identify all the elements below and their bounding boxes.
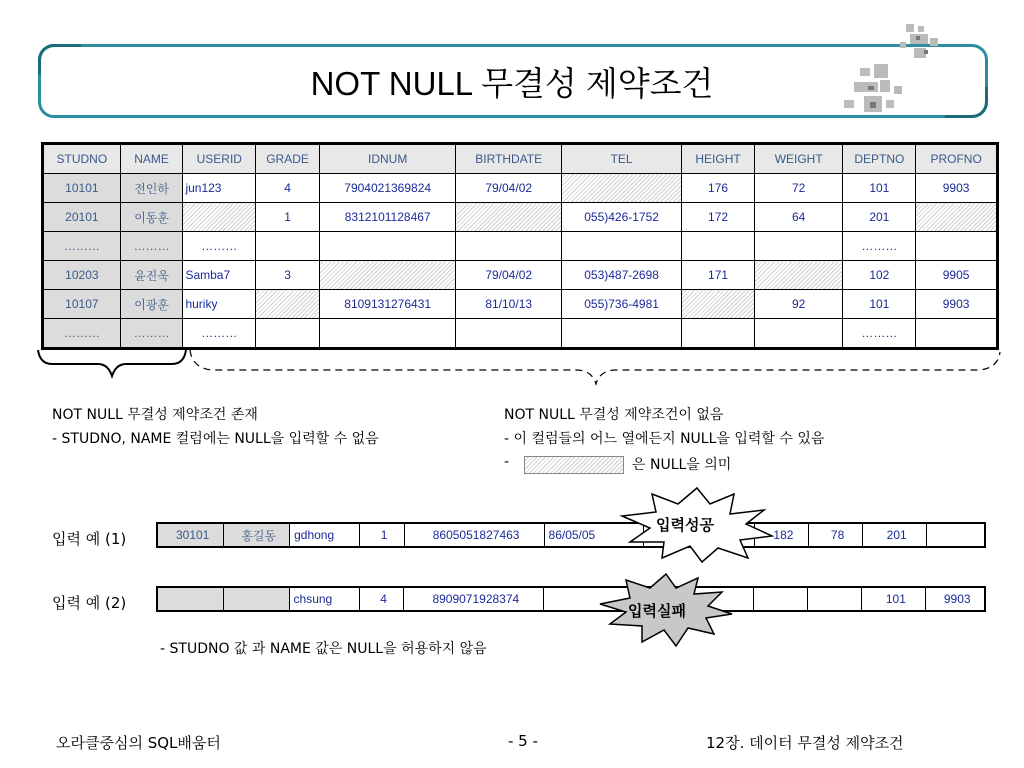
cell: 201 — [863, 523, 927, 547]
cell: huriky — [183, 290, 256, 319]
brace-annotations — [36, 348, 1006, 398]
table-row — [43, 261, 998, 290]
example1-label: 입력 예 (1) — [52, 530, 127, 548]
cell: 172 — [682, 203, 755, 232]
cell: 79/04/02 — [456, 261, 562, 290]
cell: 64 — [754, 203, 843, 232]
cell: 101 — [862, 587, 926, 611]
cell: 전인하 — [120, 174, 183, 203]
cell: 9903 — [926, 587, 985, 611]
null-cell — [256, 290, 320, 319]
left-note-heading: NOT NULL 무결성 제약조건 존재 — [52, 407, 258, 423]
cell — [561, 319, 681, 349]
cell — [808, 587, 862, 611]
cell: 9903 — [916, 174, 998, 203]
cell: 102 — [843, 261, 916, 290]
cell — [682, 232, 755, 261]
example2-label: 입력 예 (2) — [52, 594, 127, 612]
column-header: BIRTHDATE — [456, 144, 562, 174]
cell: 055)426-1752 — [561, 203, 681, 232]
cell: ……… — [183, 232, 256, 261]
cell — [456, 232, 562, 261]
pixel-art-decoration-icon — [840, 20, 960, 130]
footer-page-number: - 5 - — [508, 732, 538, 750]
example2-row — [156, 586, 986, 612]
cell — [256, 319, 320, 349]
cell: ……… — [843, 232, 916, 261]
column-header: PROFNO — [916, 144, 998, 174]
footer-left: 오라클중심의 SQL배움터 — [56, 734, 221, 752]
cell: 182 — [754, 523, 808, 547]
cell: 1 — [360, 523, 404, 547]
right-note-legend-text: 은 NULL을 의미 — [632, 457, 732, 473]
left-note-line: - STUDNO, NAME 컬럼에는 NULL을 입력할 수 없음 — [52, 431, 379, 447]
table-row — [43, 290, 998, 319]
right-note-heading: NOT NULL 무결성 제약조건이 없음 — [504, 407, 724, 423]
cell: 3 — [256, 261, 320, 290]
student-table — [41, 142, 999, 350]
cell: 이광훈 — [120, 290, 183, 319]
cell: 이동훈 — [120, 203, 183, 232]
cell — [256, 232, 320, 261]
cell: 1 — [256, 203, 320, 232]
right-note-line: - 이 컬럼들의 어느 열에든지 NULL을 입력할 수 있음 — [504, 431, 825, 447]
cell: 홍길동 — [224, 523, 290, 547]
cell — [927, 523, 985, 547]
column-header: WEIGHT — [754, 144, 843, 174]
column-header: NAME — [120, 144, 183, 174]
table-header-row — [43, 144, 998, 174]
column-header: DEPTNO — [843, 144, 916, 174]
cell: 4 — [359, 587, 403, 611]
column-header: TEL — [561, 144, 681, 174]
column-header: STUDNO — [43, 144, 121, 174]
null-cell — [319, 261, 455, 290]
cell: ……… — [183, 319, 256, 349]
cell: 055)736-4981 — [561, 290, 681, 319]
cell: 30101 — [157, 523, 224, 547]
cell: 9905 — [916, 261, 998, 290]
cell: ……… — [43, 319, 121, 349]
cell — [456, 319, 562, 349]
cell: 8605051827463 — [404, 523, 544, 547]
footer-right: 12장. 데이터 무결성 제약조건 — [706, 734, 904, 752]
cell: 78 — [809, 523, 863, 547]
cell: chsung — [289, 587, 359, 611]
cell — [916, 232, 998, 261]
cell — [319, 232, 455, 261]
cell: 20101 — [43, 203, 121, 232]
cell: 053)487-2698 — [561, 261, 681, 290]
null-legend-swatch — [524, 456, 624, 474]
cell: 101 — [843, 290, 916, 319]
cell: 10101 — [43, 174, 121, 203]
cell — [754, 232, 843, 261]
table-row — [43, 174, 998, 203]
null-cell — [682, 290, 755, 319]
cell: ……… — [120, 319, 183, 349]
page-title: NOT NULL 무결성 제약조건 — [310, 65, 714, 102]
table-row — [43, 203, 998, 232]
cell — [916, 319, 998, 349]
bottom-note: - STUDNO 값 과 NAME 값은 NULL을 허용하지 않음 — [160, 641, 487, 657]
right-note-dash: - — [504, 454, 510, 470]
column-header: GRADE — [256, 144, 320, 174]
cell: ……… — [843, 319, 916, 349]
cell: 101 — [843, 174, 916, 203]
cell: 81/10/13 — [456, 290, 562, 319]
null-cell — [916, 203, 998, 232]
failure-label: 입력실패 — [628, 602, 686, 620]
cell: 79/04/02 — [456, 174, 562, 203]
null-cell — [183, 203, 256, 232]
cell: 9903 — [916, 290, 998, 319]
cell: 92 — [754, 290, 843, 319]
cell: 201 — [843, 203, 916, 232]
cell — [754, 587, 808, 611]
cell — [223, 587, 289, 611]
cell: 176 — [682, 174, 755, 203]
cell: 72 — [754, 174, 843, 203]
cell — [319, 319, 455, 349]
solid-brace — [38, 350, 186, 376]
cell: 7904021369824 — [319, 174, 455, 203]
dashed-brace — [190, 350, 1000, 384]
cell: gdhong — [290, 523, 360, 547]
cell: 4 — [256, 174, 320, 203]
cell: 8312101128467 — [319, 203, 455, 232]
cell — [754, 319, 843, 349]
column-header: USERID — [183, 144, 256, 174]
cell: 10203 — [43, 261, 121, 290]
null-cell — [561, 174, 681, 203]
success-label: 입력성공 — [656, 516, 714, 534]
example1-row — [156, 522, 986, 548]
table-row — [43, 319, 998, 349]
cell: 8109131276431 — [319, 290, 455, 319]
cell: ……… — [43, 232, 121, 261]
null-cell — [754, 261, 843, 290]
table-row — [43, 232, 998, 261]
cell: 10107 — [43, 290, 121, 319]
cell — [561, 232, 681, 261]
cell: Samba7 — [183, 261, 256, 290]
null-cell — [456, 203, 562, 232]
cell: 86/05/05 — [544, 523, 644, 547]
cell — [682, 319, 755, 349]
cell: ……… — [120, 232, 183, 261]
cell — [157, 587, 223, 611]
column-header: HEIGHT — [682, 144, 755, 174]
cell: jun123 — [183, 174, 256, 203]
column-header: IDNUM — [319, 144, 455, 174]
cell: 171 — [682, 261, 755, 290]
cell: 윤진욱 — [120, 261, 183, 290]
cell: 8909071928374 — [404, 587, 544, 611]
